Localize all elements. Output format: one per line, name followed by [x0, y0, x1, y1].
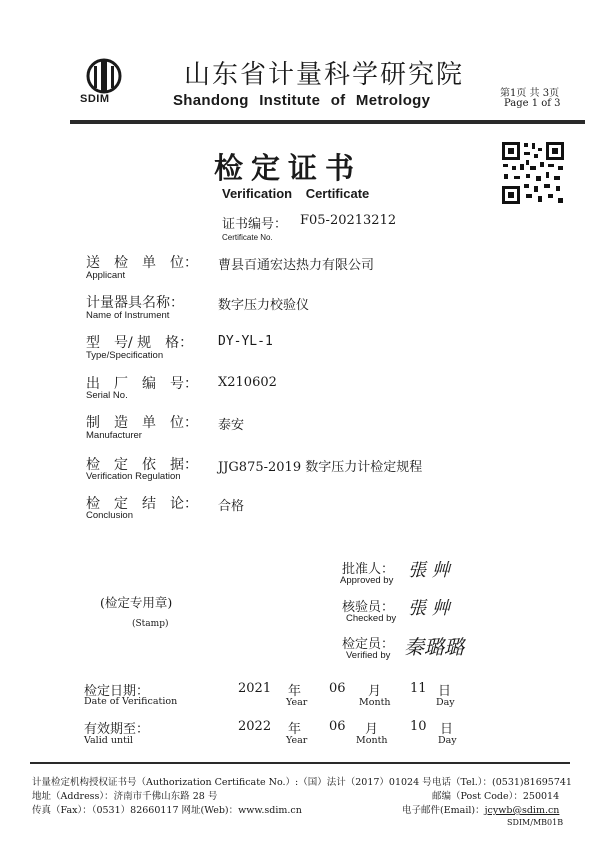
month-unit: 月 — [365, 722, 379, 737]
month-unit-en: Month — [359, 697, 391, 708]
certificate-title-cn: 检定证书 — [214, 151, 363, 185]
verification-date-label: 检定日期： — [84, 684, 150, 699]
day-unit-en: Day — [438, 735, 457, 746]
applicant-label: 送 检 单 位： — [86, 255, 198, 271]
year-unit: 年 — [288, 684, 302, 699]
stamp-label-en: (Stamp) — [132, 619, 169, 629]
manufacturer-value: 泰安 — [218, 418, 245, 433]
footer-divider — [30, 762, 570, 764]
email-label: 电子邮件(Email)： — [402, 805, 485, 816]
qr-code — [500, 140, 566, 206]
address: 地址（Address）：济南市千佛山东路 28 号 — [32, 791, 218, 802]
checked-by-signature: 張 艸 — [408, 598, 450, 619]
month-unit: 月 — [368, 684, 382, 699]
qr-code-icon — [500, 140, 566, 206]
day-unit: 日 — [440, 722, 454, 737]
valid-until-year: 2022 — [238, 719, 272, 734]
year-unit-en: Year — [286, 735, 308, 746]
serial-no-label: 出 厂 编 号： — [86, 376, 198, 392]
manufacturer-label-en: Manufacturer — [86, 430, 142, 441]
conclusion-label: 检 定 结 论： — [86, 496, 198, 512]
institute-name-cn: 山东省计量科学研究院 — [184, 60, 465, 90]
year-unit: 年 — [288, 722, 302, 737]
instrument-name-label-en: Name of Instrument — [86, 310, 170, 321]
verification-day: 11 — [410, 681, 427, 696]
checked-by-label: 核验员： — [342, 600, 395, 615]
type-spec-value: DY-YL-1 — [218, 334, 273, 349]
header-divider — [70, 120, 585, 124]
verification-month: 06 — [329, 681, 346, 696]
checked-by-label-en: Checked by — [346, 613, 397, 624]
serial-no-label-en: Serial No. — [86, 390, 128, 401]
institute-name-en: Shandong Institute of Metrology — [173, 92, 431, 109]
instrument-name-value: 数字压力校验仪 — [218, 298, 310, 313]
approved-by-label: 批准人： — [342, 562, 395, 577]
instrument-name-label: 计量器具名称： — [86, 295, 184, 311]
verified-by-signature: 秦璐璐 — [404, 635, 464, 659]
year-unit-en: Year — [286, 697, 308, 708]
serial-no-value: X210602 — [218, 375, 277, 390]
conclusion-label-en: Conclusion — [86, 510, 133, 521]
applicant-value: 曹县百通宏达热力有限公司 — [218, 258, 375, 273]
conclusion-value: 合格 — [218, 499, 245, 514]
authorization-certificate: 计量检定机构授权证书号（Authorization Certificate No.）:（国）法计（2017）01024 号 — [32, 777, 432, 788]
email-line — [402, 802, 559, 816]
valid-until-label-en: Valid until — [84, 735, 133, 746]
logo-text: SDIM — [80, 93, 110, 105]
type-spec-label: 型 号/ 规 格： — [86, 335, 194, 351]
type-spec-label-en: Type/Specification — [86, 350, 164, 361]
applicant-label-en: Applicant — [86, 270, 126, 281]
regulation-value: JJG875-2019 数字压力计检定规程 — [218, 460, 423, 475]
verification-date-label-en: Date of Verification — [84, 696, 178, 707]
valid-until-label: 有效期至： — [84, 722, 150, 737]
page-number-cn: 第1页 共 3页 — [500, 88, 560, 99]
verified-by-label: 检定员： — [342, 637, 395, 652]
logo-emblem-icon — [84, 58, 124, 94]
valid-until-month: 06 — [329, 719, 346, 734]
regulation-label: 检 定 依 据： — [86, 457, 198, 473]
verified-by-label-en: Verified by — [346, 650, 391, 661]
fax-web: 传真（Fax）：（0531）82660117 网址(Web)：www.sdim.cn — [32, 805, 302, 816]
email-link[interactable]: jcywb@sdim.cn — [484, 805, 560, 816]
certificate-title-en: Verification Certificate — [222, 186, 370, 201]
institute-logo — [84, 58, 124, 94]
manufacturer-label: 制 造 单 位： — [86, 415, 198, 431]
day-unit: 日 — [438, 684, 452, 699]
telephone: 电话（Tel.）：(0531)81695741 — [432, 777, 572, 788]
certificate-number-label: 证书编号： — [222, 217, 288, 232]
postcode: 邮编（Post Code）：250014 — [432, 791, 560, 802]
certificate-number-label-en: Certificate No. — [222, 233, 273, 242]
stamp-label: (检定专用章) — [100, 595, 173, 610]
certificate-number-value: F05-20213212 — [300, 213, 397, 228]
month-unit-en: Month — [356, 735, 388, 746]
page-number-en: Page 1 of 3 — [504, 98, 561, 109]
approved-by-label-en: Approved by — [340, 575, 394, 586]
approved-by-signature: 張 艸 — [408, 560, 450, 581]
day-unit-en: Day — [436, 697, 455, 708]
regulation-label-en: Verification Regulation — [86, 471, 181, 482]
valid-until-day: 10 — [410, 719, 427, 734]
form-code: SDIM/MB01B — [507, 818, 564, 827]
verification-year: 2021 — [238, 681, 272, 696]
